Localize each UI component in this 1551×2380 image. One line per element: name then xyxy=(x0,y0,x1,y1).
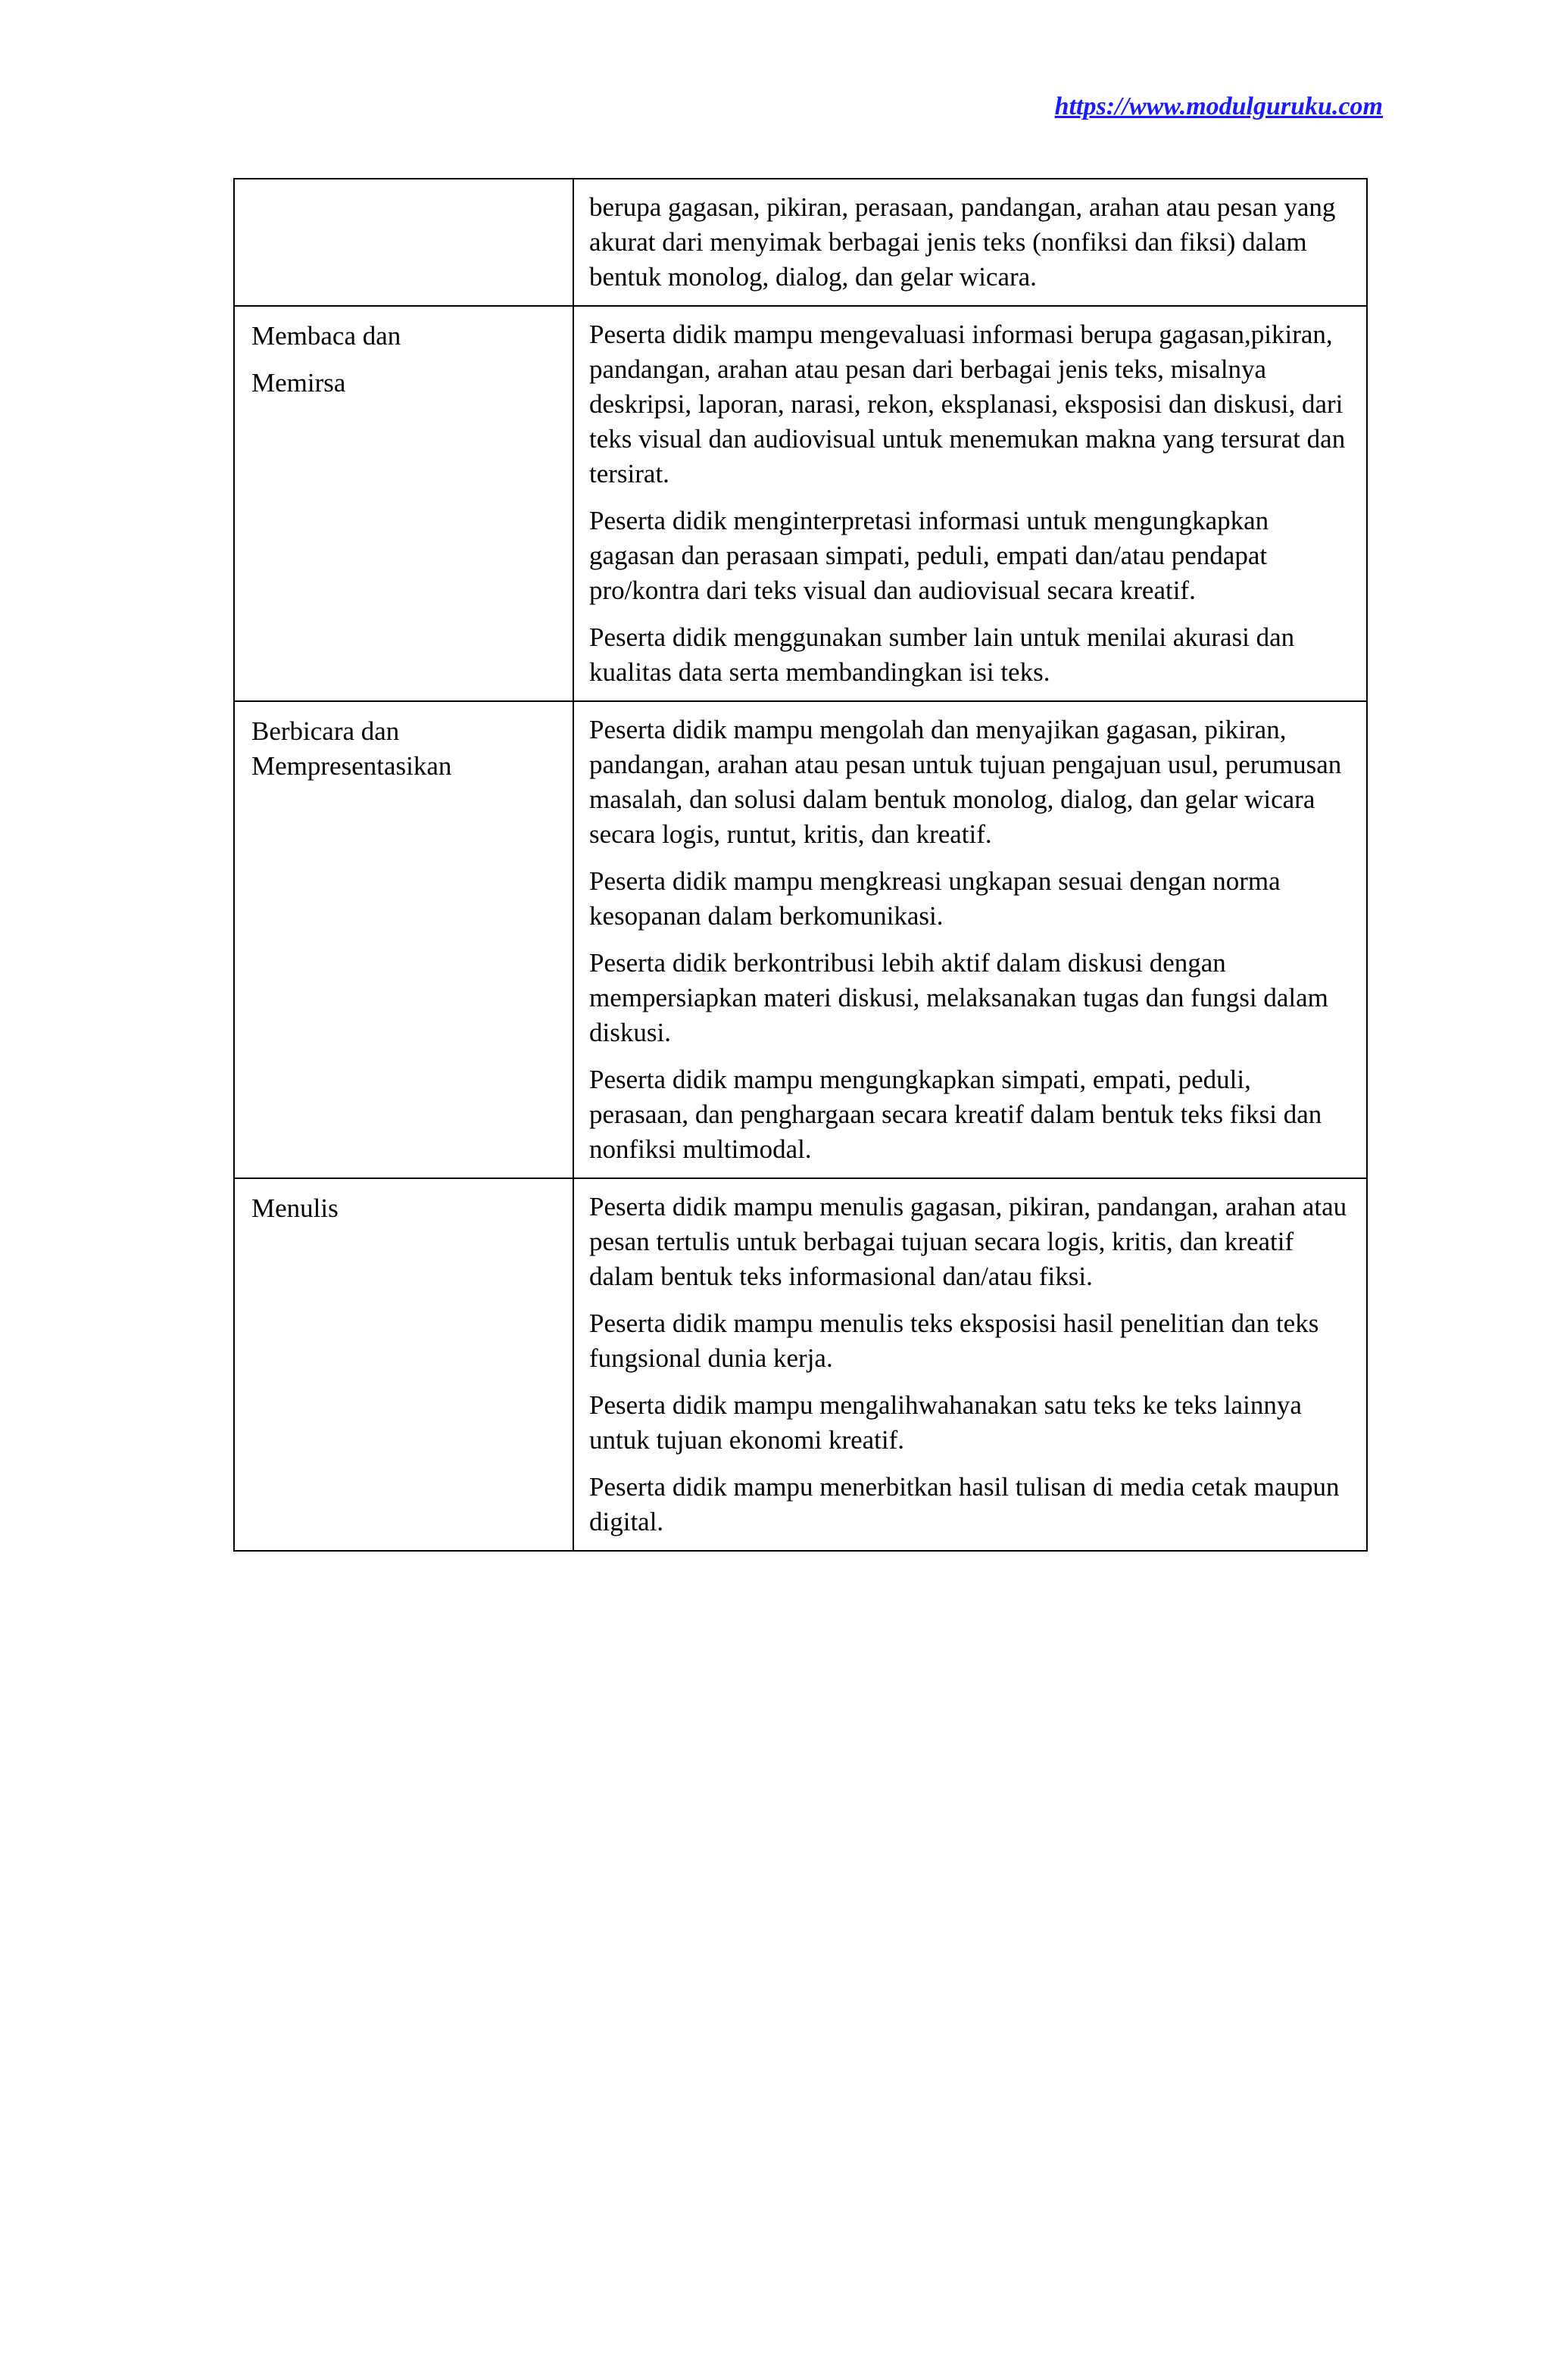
element-label: Memirsa xyxy=(251,368,346,398)
outcome-paragraph: Peserta didik mampu menulis teks eksposisi hasil penelitian dan teks fungsional dunia kerja. xyxy=(589,1309,1319,1373)
outcome-content-cell xyxy=(573,701,1367,1178)
table-row xyxy=(234,179,1367,306)
outcome-paragraph: Peserta didik menggunakan sumber lain untuk menilai akurasi dan kualitas data serta membandingkan isi teks. xyxy=(589,622,1295,687)
element-label: Berbicara dan xyxy=(251,716,400,746)
outcome-paragraph: Peserta didik mampu mengalihwahanakan satu teks ke teks lainnya untuk tujuan ekonomi kreatif. xyxy=(589,1390,1302,1455)
learning-outcomes-table xyxy=(233,178,1368,1552)
outcome-content-cell xyxy=(573,1178,1367,1551)
outcome-paragraph: berupa gagasan, pikiran, perasaan, pandangan, arahan atau pesan yang akurat dari menyimak berbagai jenis teks (nonfiksi dan fiksi) dalam bentuk monolog, dialog, dan gelar wicara. xyxy=(589,192,1336,292)
element-label-cell xyxy=(234,306,573,701)
table-row xyxy=(234,1178,1367,1551)
outcome-paragraph: Peserta didik mampu mengungkapkan simpati, empati, peduli, perasaan, dan penghargaan secara kreatif dalam bentuk teks fiksi dan nonfiksi multimodal. xyxy=(589,1065,1322,1164)
element-label: Menulis xyxy=(251,1193,339,1223)
outcome-paragraph: Peserta didik menginterpretasi informasi untuk mengungkapkan gagasan dan perasaan simpati, peduli, empati dan/atau pendapat pro/kontra dari teks visual dan audiovisual secara kreatif. xyxy=(589,506,1269,605)
element-label-cell xyxy=(234,179,573,306)
outcome-paragraph: Peserta didik mampu menerbitkan hasil tulisan di media cetak maupun digital. xyxy=(589,1472,1340,1536)
table-row xyxy=(234,701,1367,1178)
outcome-paragraph: Peserta didik mampu mengkreasi ungkapan sesuai dengan norma kesopanan dalam berkomunikasi. xyxy=(589,866,1281,931)
header-website-link[interactable]: https://www.modulguruku.com xyxy=(1054,92,1383,120)
outcome-paragraph: Peserta didik mampu mengevaluasi informasi berupa gagasan,pikiran, pandangan, arahan atau pesan dari berbagai jenis teks, misalnya deskripsi, laporan, narasi, rekon, eksplanasi, eksposisi dan diskusi, dari teks visual dan audiovisual untuk menemukan makna yang tersurat dan tersirat. xyxy=(589,320,1346,488)
element-label-cell xyxy=(234,701,573,1178)
outcome-paragraph: Peserta didik berkontribusi lebih aktif dalam diskusi dengan mempersiapkan materi diskusi, melaksanakan tugas dan fungsi dalam diskusi. xyxy=(589,948,1328,1047)
element-label: Mempresentasikan xyxy=(251,751,452,781)
table-row xyxy=(234,306,1367,701)
outcome-content-cell xyxy=(573,179,1367,306)
element-label-cell xyxy=(234,1178,573,1551)
outcome-paragraph: Peserta didik mampu mengolah dan menyajikan gagasan, pikiran, pandangan, arahan atau pesan untuk tujuan pengajuan usul, perumusan masalah, dan solusi dalam bentuk monolog, dialog, dan gelar wicara secara logis, runtut, kritis, dan kreatif. xyxy=(589,715,1342,849)
content-table-wrapper xyxy=(233,178,1368,1552)
outcome-content-cell xyxy=(573,306,1367,701)
outcome-paragraph: Peserta didik mampu menulis gagasan, pikiran, pandangan, arahan atau pesan tertulis untuk berbagai tujuan secara logis, kritis, dan kreatif dalam bentuk teks informasional dan/atau fiksi. xyxy=(589,1192,1347,1291)
element-label: Membaca dan xyxy=(251,321,401,351)
